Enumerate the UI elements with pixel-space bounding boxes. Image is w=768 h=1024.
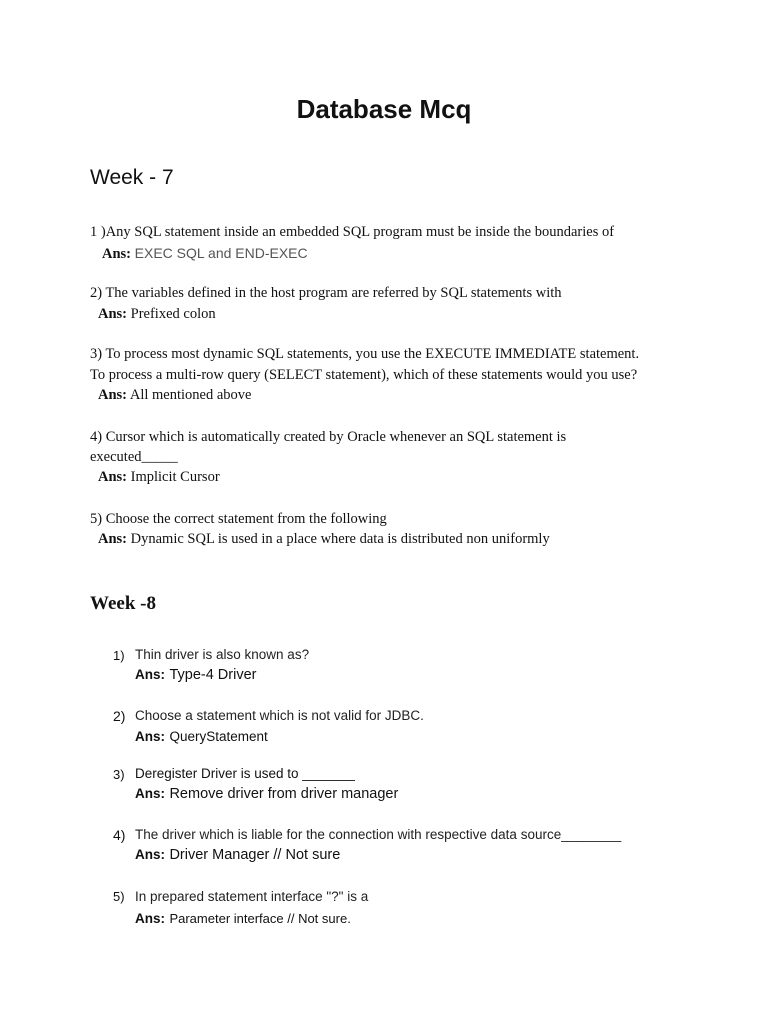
week7-q5: 5) Choose the correct statement from the following (90, 511, 387, 527)
week8-q4: The driver which is liable for the connection with respective data source________ (135, 827, 622, 842)
week7-q3-line1: 3) To process most dynamic SQL statements, you use the EXECUTE IMMEDIATE statement. (90, 346, 640, 362)
week7-q1: 1 )Any SQL statement inside an embedded SQL program must be inside the boundaries of (90, 224, 615, 240)
week8-num3: 3) (113, 767, 125, 782)
page-title: Database Mcq (296, 94, 472, 124)
week8-a1: Ans: Type-4 Driver (135, 667, 257, 683)
week7-a1: Ans: EXEC SQL and END-EXEC (102, 245, 308, 262)
week7-q4-line1: 4) Cursor which is automatically created by Oracle whenever an SQL statement is (90, 429, 567, 445)
week7-q3-line2: To process a multi-row query (SELECT statement), which of these statements would you use? (90, 367, 638, 383)
week8-q3: Deregister Driver is used to _______ (135, 766, 355, 781)
week8-a5: Ans: Parameter interface // Not sure. (135, 911, 351, 926)
week8-num2: 2) (113, 708, 126, 724)
week7-a3: Ans: All mentioned above (98, 387, 252, 403)
week8-a3: Ans: Remove driver from driver manager (135, 786, 399, 802)
week8-q5: In prepared statement interface "?" is a (135, 889, 369, 904)
week7-a2: Ans: Prefixed colon (98, 306, 216, 322)
week8-heading: Week -8 (90, 593, 156, 614)
week8-a4: Ans: Driver Manager // Not sure (135, 847, 341, 863)
week8-q1: Thin driver is also known as? (135, 647, 310, 662)
week8-num1: 1) (113, 648, 125, 663)
week8-num5: 5) (113, 889, 125, 904)
week8-num4: 4) (113, 827, 126, 843)
week8-a2: Ans: QueryStatement (135, 729, 268, 744)
week8-q2: Choose a statement which is not valid for JDBC. (135, 708, 424, 723)
week7-q4-line2: executed_____ (90, 449, 178, 465)
week7-a5: Ans: Dynamic SQL is used in a place where data is distributed non uniformly (98, 531, 550, 547)
week7-q2: 2) The variables defined in the host program are referred by SQL statements with (90, 285, 562, 301)
week7-a4: Ans: Implicit Cursor (98, 469, 220, 485)
week7-heading: Week - 7 (90, 166, 174, 189)
